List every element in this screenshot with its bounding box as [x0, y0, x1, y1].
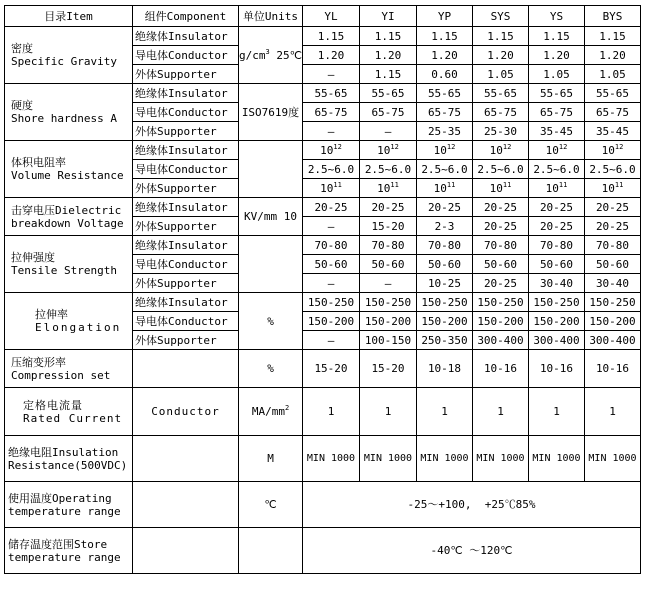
value-cell: 20-25 — [473, 274, 529, 293]
value-cell: 1.20 — [360, 46, 417, 65]
unit-cell — [239, 528, 303, 574]
property-density — [5, 27, 133, 84]
value-cell: 150-250 — [417, 293, 473, 312]
value-cell: 65-75 — [529, 103, 585, 122]
property-name-cn: 体积电阻率 — [11, 156, 66, 169]
property-name-cn: 绝缘电阻Insulation — [8, 445, 119, 459]
value-cell: 70-80 — [360, 236, 417, 255]
value-cell: – — [303, 274, 360, 293]
property-name-cn: 拉伸率 — [35, 308, 68, 321]
component-cell — [133, 482, 239, 528]
value-cell — [303, 141, 360, 160]
property-name-cn: 硬度 — [11, 99, 33, 112]
property-operating-temp — [5, 482, 133, 528]
value-cell: 1 — [585, 388, 641, 436]
value-cell: 15-20 — [360, 350, 417, 388]
property-name-cn: 储存温度范围Store — [8, 537, 108, 551]
value-cell: 55-65 — [360, 84, 417, 103]
unit-cell — [239, 388, 303, 436]
value-base: 10 — [320, 143, 334, 157]
table-row — [5, 293, 641, 312]
value-cell: – — [360, 274, 417, 293]
value-base: 10 — [545, 143, 559, 157]
value-cell: 20-25 — [473, 217, 529, 236]
value-cell: 35-45 — [529, 122, 585, 141]
property-volume-resistance — [5, 141, 133, 198]
header-grade: BYS — [585, 6, 641, 27]
value-cell: 1.05 — [529, 65, 585, 84]
value-cell: 150-200 — [529, 312, 585, 331]
value-cell: 70-80 — [303, 236, 360, 255]
value-cell: 35-45 — [585, 122, 641, 141]
value-cell: 1 — [303, 388, 360, 436]
property-name-en: temperature range — [8, 550, 121, 564]
value-cell — [473, 179, 529, 198]
unit-text: 25℃ — [276, 48, 302, 62]
value-cell: 65-75 — [303, 103, 360, 122]
component-cell: Conductor — [133, 388, 239, 436]
component-cell: 绝缘体Insulator — [133, 84, 239, 103]
property-compression — [5, 350, 133, 388]
value-exponent: 11 — [390, 180, 399, 189]
value-exponent: 12 — [333, 142, 342, 151]
value-cell: 50-60 — [473, 255, 529, 274]
property-name-cn: 压缩变形率 — [11, 355, 66, 369]
component-cell: 绝缘体Insulator — [133, 236, 239, 255]
header-grade: YL — [303, 6, 360, 27]
value-cell: – — [303, 331, 360, 350]
property-name-en: temperature range — [8, 504, 121, 518]
value-cell: 30-40 — [529, 274, 585, 293]
value-cell: MIN 1000 — [585, 436, 641, 482]
property-elongation — [5, 293, 133, 350]
component-cell: 外体Supporter — [133, 65, 239, 84]
value-base: 10 — [489, 143, 503, 157]
property-name-en: Volume Resistance — [11, 169, 124, 182]
value-cell: 150-200 — [303, 312, 360, 331]
value-cell: 20-25 — [360, 198, 417, 217]
component-cell: 外体Supporter — [133, 179, 239, 198]
unit-superscript: 2 — [284, 404, 290, 412]
value-cell: 50-60 — [585, 255, 641, 274]
header-component: 组件Component — [133, 6, 239, 27]
property-storage-temp — [5, 528, 133, 574]
property-hardness — [5, 84, 133, 141]
value-base: 10 — [489, 181, 503, 195]
value-exponent: 12 — [502, 142, 512, 151]
property-name-cn: 拉伸强度 — [11, 251, 55, 264]
value-cell — [360, 179, 417, 198]
value-cell: MIN 1000 — [417, 436, 473, 482]
value-cell: 55-65 — [417, 84, 473, 103]
value-cell: 1.15 — [585, 27, 641, 46]
value-cell: -40℃ ～120℃ — [303, 528, 641, 574]
value-exponent: 11 — [558, 180, 568, 189]
table-row — [5, 528, 641, 574]
component-cell: 外体Supporter — [133, 217, 239, 236]
value-cell: 20-25 — [529, 217, 585, 236]
property-tensile — [5, 236, 133, 293]
value-base: 10 — [601, 143, 615, 157]
unit-superscript: 3 — [265, 47, 270, 56]
property-name-en: Specific Gravity — [11, 55, 117, 68]
value-cell: 10-16 — [529, 350, 585, 388]
value-cell: 300-400 — [585, 331, 641, 350]
value-base: 10 — [433, 181, 447, 195]
component-cell: 外体Supporter — [133, 331, 239, 350]
property-name-cn: 使用温度Operating — [8, 491, 112, 505]
component-cell: 导电体Conductor — [133, 255, 239, 274]
value-cell: 70-80 — [473, 236, 529, 255]
component-cell: 导电体Conductor — [133, 312, 239, 331]
value-base: 10 — [320, 181, 334, 195]
value-cell: 55-65 — [529, 84, 585, 103]
value-cell — [585, 179, 641, 198]
value-cell: 1.15 — [417, 27, 473, 46]
value-cell: 150-200 — [360, 312, 417, 331]
value-cell: 1.20 — [303, 46, 360, 65]
value-cell: 70-80 — [417, 236, 473, 255]
value-cell: MIN 1000 — [303, 436, 360, 482]
header-grade: YS — [529, 6, 585, 27]
value-cell: 20-25 — [473, 198, 529, 217]
property-name-cn: 密度 — [11, 42, 33, 55]
component-cell: 绝缘体Insulator — [133, 198, 239, 217]
property-dielectric — [5, 198, 133, 236]
value-cell: 1.05 — [585, 65, 641, 84]
header-item: 目录Item — [5, 6, 133, 27]
value-cell: 1.15 — [360, 27, 417, 46]
value-cell: 250-350 — [417, 331, 473, 350]
value-cell: MIN 1000 — [473, 436, 529, 482]
value-cell: 15-20 — [360, 217, 417, 236]
value-cell: 150-250 — [529, 293, 585, 312]
value-cell: 2.5~6.0 — [360, 160, 417, 179]
table-row — [5, 84, 641, 103]
value-base: 10 — [433, 143, 447, 157]
value-cell: 20-25 — [417, 198, 473, 217]
value-cell: 25-35 — [417, 122, 473, 141]
property-name-en: Rated Current — [23, 411, 123, 425]
value-cell — [529, 179, 585, 198]
value-cell: MIN 1000 — [360, 436, 417, 482]
property-rated-current — [5, 388, 133, 436]
value-cell: 150-250 — [360, 293, 417, 312]
value-cell: 70-80 — [529, 236, 585, 255]
unit-text: g/cm — [239, 48, 266, 62]
value-cell: 70-80 — [585, 236, 641, 255]
value-cell: 30-40 — [585, 274, 641, 293]
value-exponent: 11 — [502, 180, 512, 189]
value-cell: 150-200 — [417, 312, 473, 331]
value-cell: 65-75 — [585, 103, 641, 122]
table-row — [5, 141, 641, 160]
value-cell: 50-60 — [417, 255, 473, 274]
value-cell: 1.20 — [529, 46, 585, 65]
table-row — [5, 236, 641, 255]
value-cell: 65-75 — [360, 103, 417, 122]
value-exponent: 12 — [614, 142, 624, 151]
header-grade: SYS — [473, 6, 529, 27]
value-cell: 300-400 — [529, 331, 585, 350]
unit-cell: % — [239, 350, 303, 388]
value-cell: 50-60 — [529, 255, 585, 274]
component-cell: 导电体Conductor — [133, 103, 239, 122]
value-exponent: 12 — [390, 142, 399, 151]
value-cell: 1.05 — [473, 65, 529, 84]
value-cell: 2.5~6.0 — [417, 160, 473, 179]
value-cell: 55-65 — [473, 84, 529, 103]
property-name-en: Elongation — [35, 321, 122, 334]
value-cell: – — [360, 122, 417, 141]
component-cell — [133, 528, 239, 574]
value-cell: 55-65 — [585, 84, 641, 103]
header-row — [5, 6, 641, 27]
unit-cell — [239, 236, 303, 293]
header-grade: YP — [417, 6, 473, 27]
value-cell — [473, 141, 529, 160]
value-cell: 20-25 — [303, 198, 360, 217]
unit-cell — [239, 27, 303, 84]
value-cell: 2.5~6.0 — [303, 160, 360, 179]
value-cell: 1.15 — [360, 65, 417, 84]
value-exponent: 11 — [333, 180, 342, 189]
value-cell: 150-200 — [585, 312, 641, 331]
property-name-en: Shore hardness A — [11, 112, 117, 125]
component-cell — [133, 436, 239, 482]
value-cell: 2.5~6.0 — [529, 160, 585, 179]
component-cell: 导电体Conductor — [133, 160, 239, 179]
value-cell: 150-250 — [585, 293, 641, 312]
value-exponent: 11 — [446, 180, 456, 189]
value-cell: 1.20 — [473, 46, 529, 65]
value-base: 10 — [377, 143, 391, 157]
value-exponent: 11 — [614, 180, 624, 189]
value-cell: 20-25 — [529, 198, 585, 217]
property-name-cn: 击穿电压Dielectric — [11, 203, 122, 217]
value-cell: – — [303, 65, 360, 84]
value-cell: 25-30 — [473, 122, 529, 141]
value-cell: MIN 1000 — [529, 436, 585, 482]
unit-cell: KV/mm 10 — [239, 198, 303, 236]
component-cell: 绝缘体Insulator — [133, 141, 239, 160]
table-row — [5, 436, 641, 482]
value-cell — [303, 179, 360, 198]
property-name-en: Resistance(500VDC) — [8, 458, 128, 472]
property-name-cn: 定格电流量 — [23, 398, 83, 412]
value-cell: 1 — [473, 388, 529, 436]
component-cell: 外体Supporter — [133, 274, 239, 293]
value-cell: 1.15 — [303, 27, 360, 46]
unit-cell: % — [239, 293, 303, 350]
value-cell: 150-250 — [303, 293, 360, 312]
header-grade: YI — [360, 6, 417, 27]
value-base: 10 — [377, 181, 391, 195]
property-name-en: Tensile Strength — [11, 264, 117, 277]
value-cell: 1 — [360, 388, 417, 436]
table-row — [5, 388, 641, 436]
value-cell: 65-75 — [473, 103, 529, 122]
value-cell: 100-150 — [360, 331, 417, 350]
unit-cell — [239, 141, 303, 198]
value-cell — [529, 141, 585, 160]
value-cell — [585, 141, 641, 160]
value-cell: 20-25 — [585, 198, 641, 217]
table-row — [5, 350, 641, 388]
unit-cell: ℃ — [239, 482, 303, 528]
component-cell: 导电体Conductor — [133, 46, 239, 65]
value-cell: 1.15 — [529, 27, 585, 46]
table-row — [5, 482, 641, 528]
value-cell: 65-75 — [417, 103, 473, 122]
value-base: 10 — [545, 181, 559, 195]
value-cell — [417, 141, 473, 160]
value-cell: 1.20 — [417, 46, 473, 65]
property-insulation — [5, 436, 133, 482]
value-cell: 50-60 — [360, 255, 417, 274]
value-cell: 1 — [529, 388, 585, 436]
value-cell: – — [303, 122, 360, 141]
property-name-en: Compression set — [11, 368, 111, 382]
value-cell — [417, 179, 473, 198]
value-cell: 0.60 — [417, 65, 473, 84]
value-cell: -25～+100, +25℃85% — [303, 482, 641, 528]
value-cell — [360, 141, 417, 160]
value-cell: 50-60 — [303, 255, 360, 274]
value-cell: 1 — [417, 388, 473, 436]
value-cell: 15-20 — [303, 350, 360, 388]
value-cell: 10-25 — [417, 274, 473, 293]
component-cell: 外体Supporter — [133, 122, 239, 141]
unit-cell: M — [239, 436, 303, 482]
value-cell: 1.15 — [473, 27, 529, 46]
value-cell: 300-400 — [473, 331, 529, 350]
value-cell: 10-16 — [585, 350, 641, 388]
value-cell: 2-3 — [417, 217, 473, 236]
value-cell: 10-16 — [473, 350, 529, 388]
property-name-en: breakdown Voltage — [11, 216, 124, 230]
value-base: 10 — [601, 181, 615, 195]
header-unit: 单位Units — [239, 6, 303, 27]
table-row — [5, 198, 641, 217]
value-cell: 55-65 — [303, 84, 360, 103]
component-cell: 绝缘体Insulator — [133, 293, 239, 312]
value-exponent: 12 — [446, 142, 456, 151]
value-cell: 2.5~6.0 — [585, 160, 641, 179]
component-cell: 绝缘体Insulator — [133, 27, 239, 46]
unit-cell: ISO7619度 — [239, 84, 303, 141]
value-cell: 2.5~6.0 — [473, 160, 529, 179]
value-cell: 20-25 — [585, 217, 641, 236]
table-row — [5, 27, 641, 46]
spec-table — [4, 5, 641, 574]
component-cell — [133, 350, 239, 388]
value-exponent: 12 — [558, 142, 568, 151]
unit-text: MA/mm — [251, 405, 285, 418]
value-cell: 150-250 — [473, 293, 529, 312]
value-cell: 1.20 — [585, 46, 641, 65]
value-cell: 150-200 — [473, 312, 529, 331]
value-cell: 10-18 — [417, 350, 473, 388]
value-cell: – — [303, 217, 360, 236]
